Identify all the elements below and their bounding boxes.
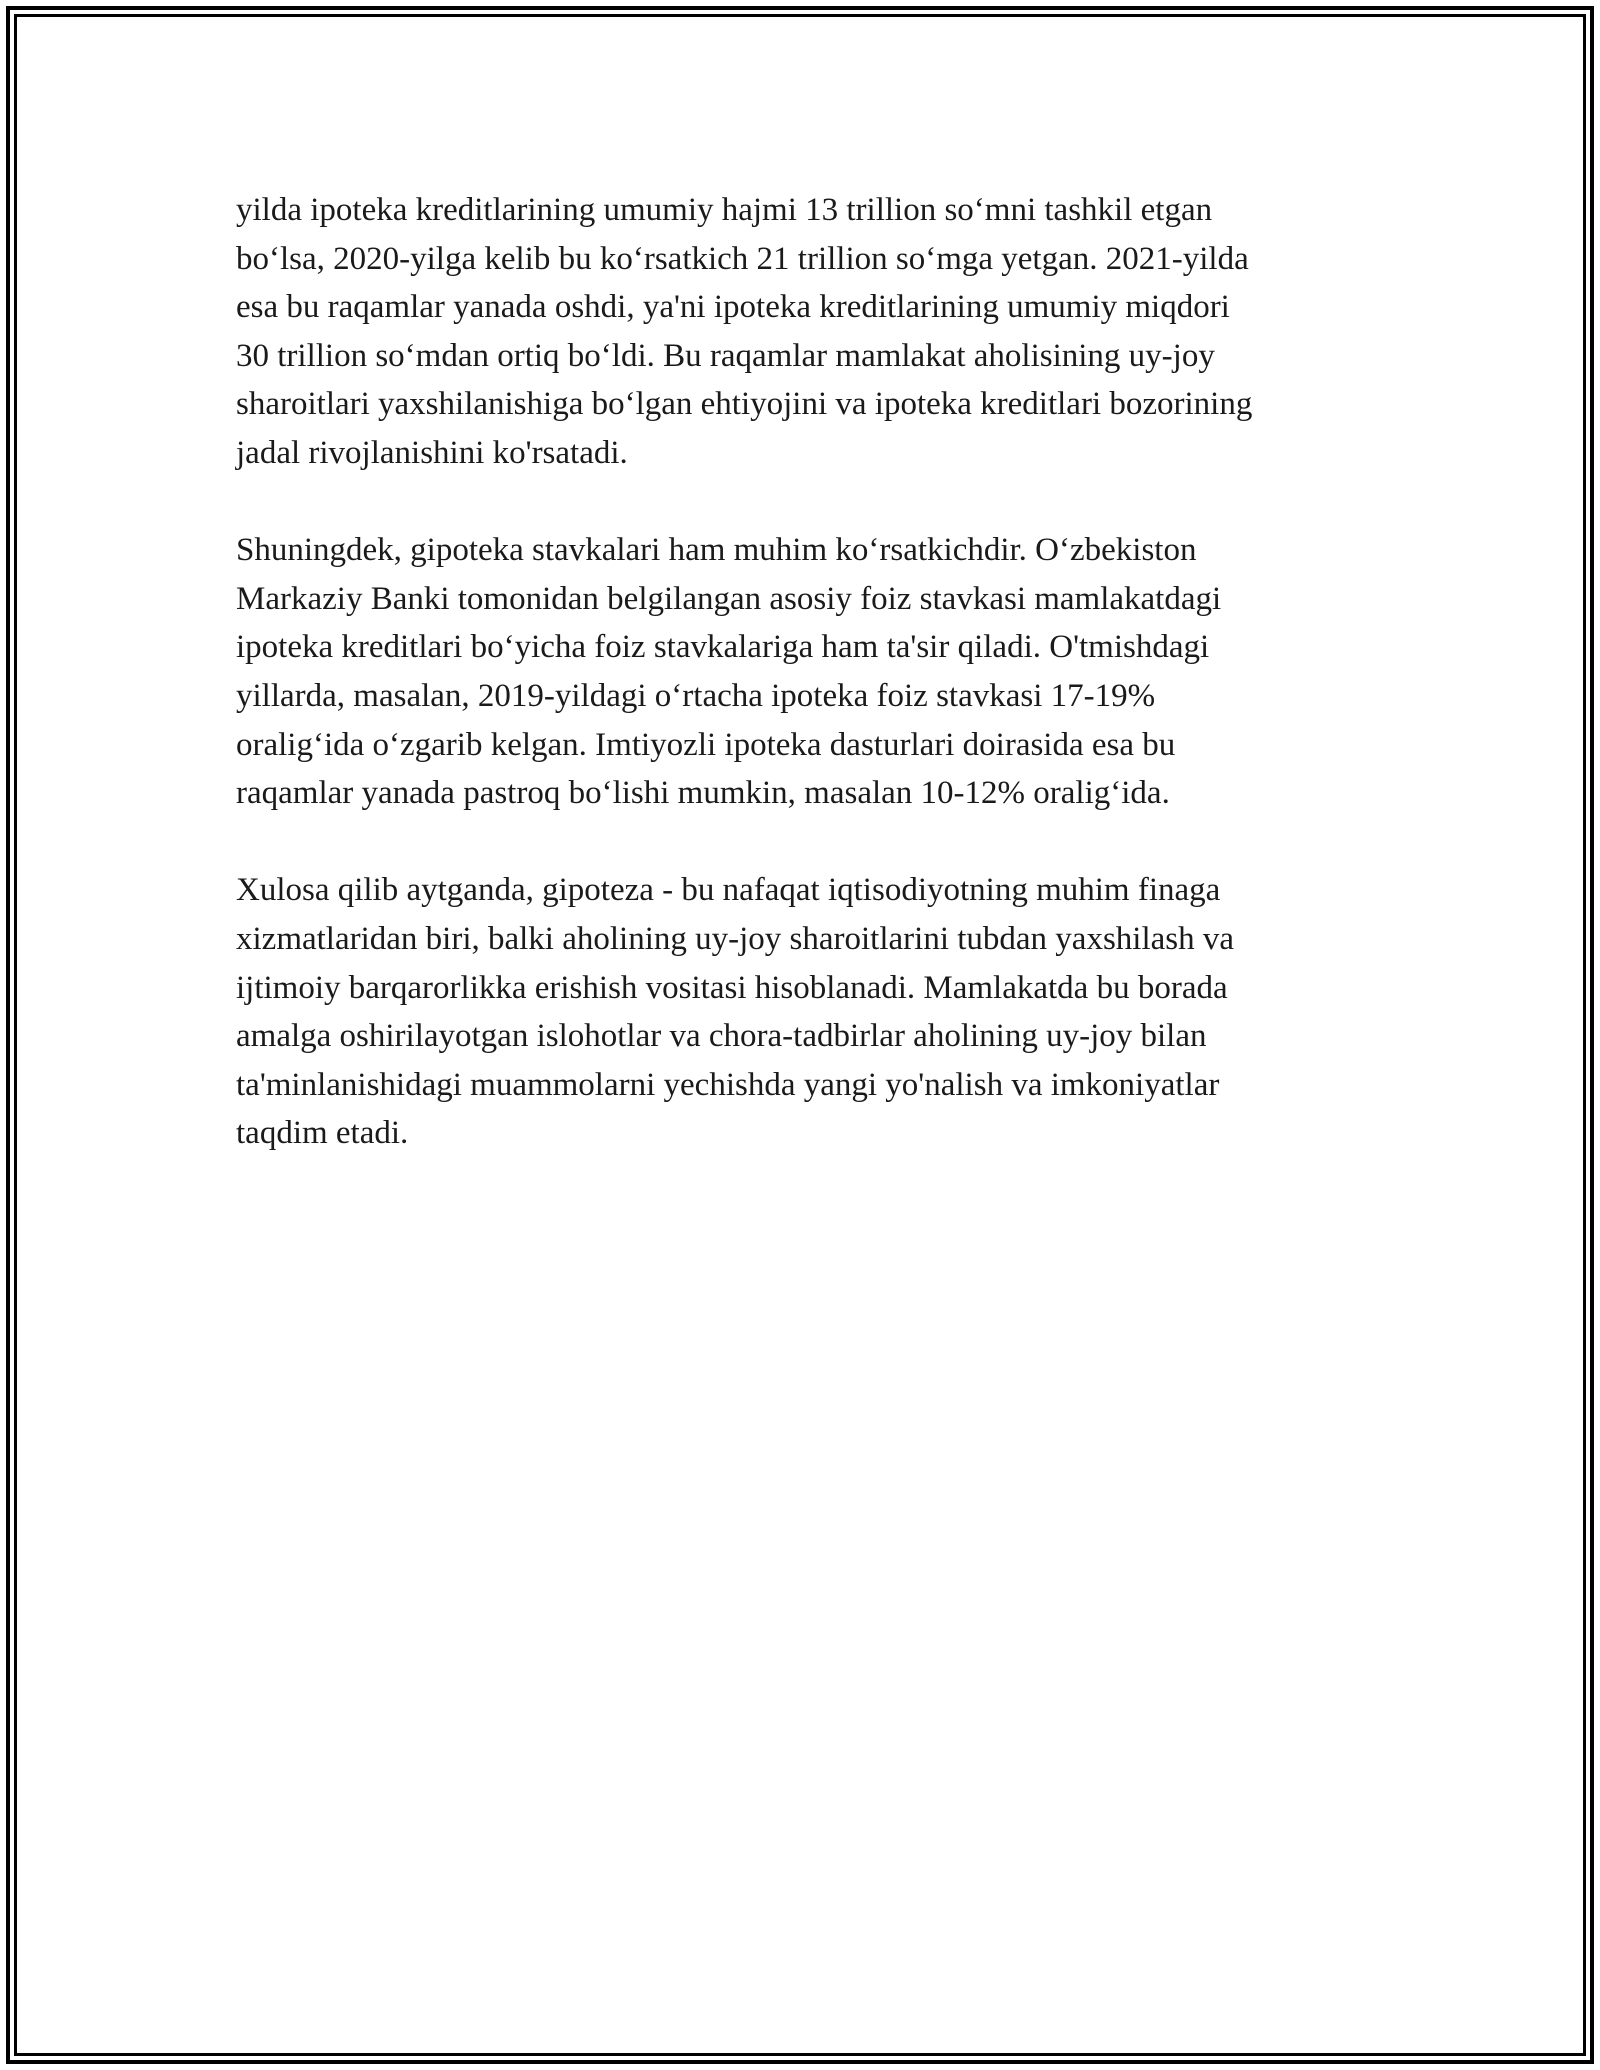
- paragraph-mortgage-rates: Shuningdek, gipoteka stavkalari ham muhim ko‘rsatkichdir. O‘zbekiston Markaziy Banki tomonidan belgilangan asosiy foiz stavkasi mamlakatdagi ipoteka kreditlari bo‘yicha foiz stavkalariga ham ta'sir qiladi. O'tmishdagi yillarda, masalan, 2019-yildagi o‘rtacha ipoteka foiz stavkasi 17-19% oralig‘ida o‘zgarib kelgan. Imtiyozli ipoteka dasturlari doirasida esa bu raqamlar yanada pastroq bo‘lishi mumkin, masalan 10-12% oralig‘ida.: [236, 532, 1222, 812]
- paragraph-conclusion: Xulosa qilib aytganda, gipoteza - bu nafaqat iqtisodiyotning muhim finaga xizmatlaridan biri, balki aholining uy-joy sharoitlarini tubdan yaxshilash va ijtimoiy barqarorlikka erishish vositasi hisoblanadi. Mamlakatda bu borada amalga oshirilayotgan islohotlar va chora-tadbirlar aholining uy-joy bilan ta'minlanishidagi muammolarni yechishda yangi yo'nalish va imkoniyatlar taqdim etadi.: [236, 872, 1235, 1152]
- document-body: [236, 186, 1376, 1206]
- paragraph-mortgage-volume: yilda ipoteka kreditlarining umumiy hajmi 13 trillion so‘mni tashkil etgan bo‘lsa, 2020-yilga kelib bu ko‘rsatkich 21 trillion so‘mga yetgan. 2021-yilda esa bu raqamlar yanada oshdi, ya'ni ipoteka kreditlarining umumiy miqdori 30 trillion so‘mdan ortiq bo‘ldi. Bu raqamlar mamlakat aholisining uy-joy sharoitlari yaxshilanishiga bo‘lgan ehtiyojini va ipoteka kreditlari bozorining jadal rivojlanishini ko'rsatadi.: [236, 192, 1253, 471]
